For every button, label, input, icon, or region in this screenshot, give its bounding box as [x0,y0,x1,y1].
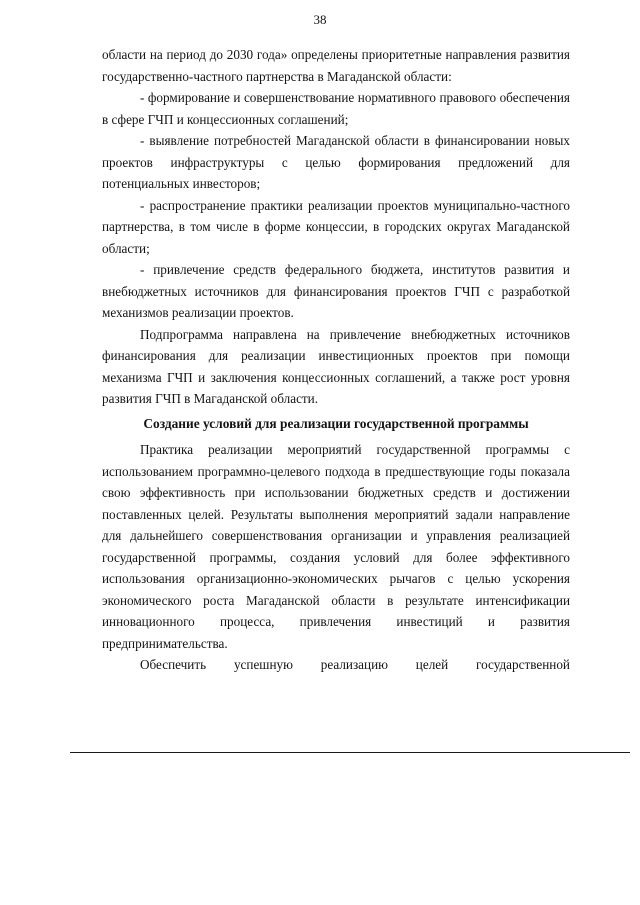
subprogram-paragraph: Подпрограмма направлена на привлечение внебюджетных источников финансирования для реализации инвестиционных проектов при помощи механизма ГЧП и заключения концессионных соглашений, а также рост уровня развития ГЧП в Магаданской области. [102,326,570,406]
intro-paragraph: области на период до 2030 года» определены приоритетные направления развития государственно-частного партнерства в Магаданской области: [102,47,570,84]
section-heading: Создание условий для реализации государственной программы [143,415,529,431]
list-item-needs: - выявление потребностей Магаданской области в финансировании новых проектов инфраструктуры с целью формирования предложений для потенциальных инвесторов; [102,133,570,191]
list-item-municipal: - распространение практики реализации проектов муниципально-частного партнерства, в том числе в форме концессии, в городских округах Магаданской области; [102,197,570,256]
list-item-funding: - привлечение средств федерального бюджета, институтов развития и внебюджетных источников для финансирования проектов ГЧП с разработкой механизмов реализации проектов. [102,262,570,320]
footer-divider [70,752,630,753]
page-number: 38 [313,12,327,27]
list-item-regulatory: - формирование и совершенствование нормативного правового обеспечения в сфере ГЧП и концессионных соглашений; [102,90,570,127]
closing-paragraph: Обеспечить успешную реализацию целей государственной [140,657,570,672]
document-body [102,44,570,676]
practice-paragraph: Практика реализации мероприятий государственной программы с использованием программно-целевого подхода в предшествующие годы показала свою эффективность при использовании бюджетных средств и достижении поставленных целей. Результаты выполнения мероприятий задали направление для дальнейшего совершенствования организации и управления реализацией государственной программы, создания условий для более эффективного использования организационно-экономических рычагов с целью ускорения экономического роста Магаданской области в результате интенсификации инновационного процесса, привлечения инвестиций и развития предпринимательства. [102,442,570,651]
